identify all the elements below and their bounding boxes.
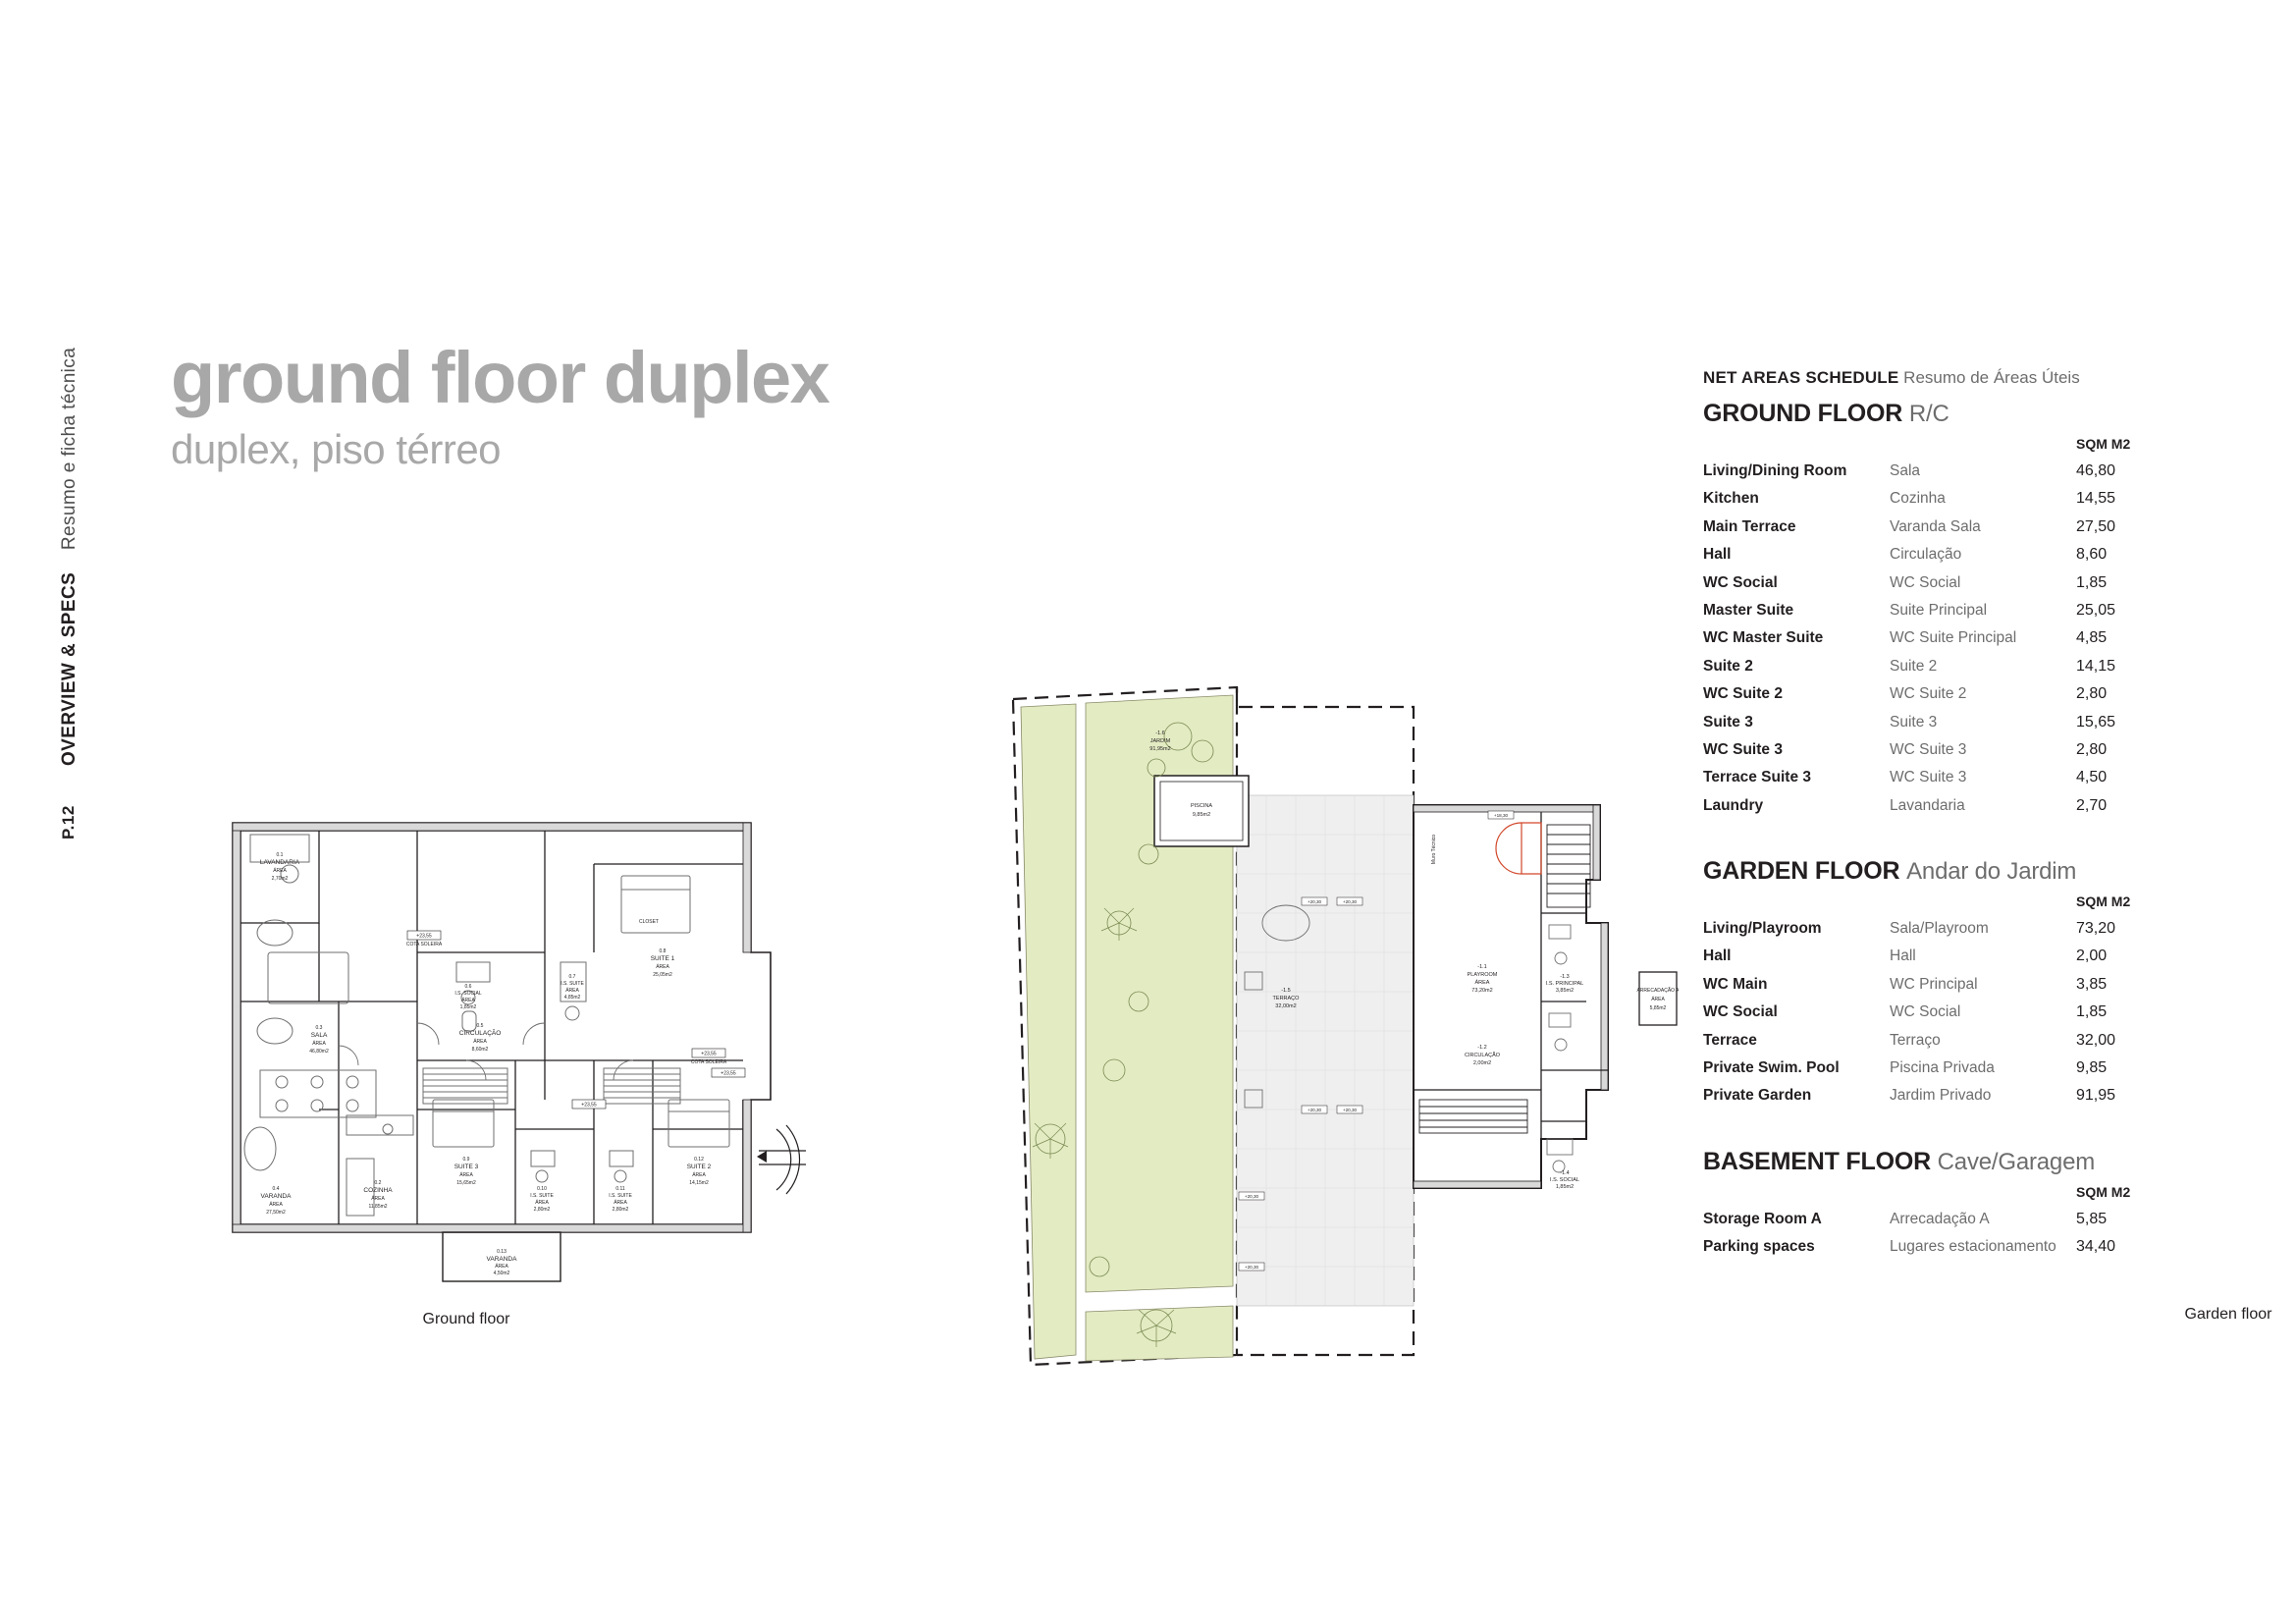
row-label-pt: WC Social bbox=[1890, 1003, 1961, 1021]
table-basement-floor bbox=[1703, 1180, 2155, 1262]
table-row bbox=[1703, 1233, 2155, 1261]
table-row bbox=[1703, 458, 2155, 485]
svg-text:0.3: 0.3 bbox=[315, 1025, 323, 1031]
svg-text:27,50m2: 27,50m2 bbox=[266, 1210, 286, 1216]
table-row bbox=[1703, 943, 2155, 970]
table-header-row bbox=[1703, 890, 2155, 915]
svg-text:+20,30: +20,30 bbox=[1307, 899, 1322, 904]
table-ground-floor bbox=[1703, 432, 2155, 820]
table-row bbox=[1703, 764, 2155, 791]
svg-text:11,85m2: 11,85m2 bbox=[368, 1204, 388, 1210]
row-area: 73,20 bbox=[2076, 920, 2116, 938]
svg-text:2,70m2: 2,70m2 bbox=[271, 876, 289, 882]
row-label-en: Kitchen bbox=[1703, 490, 1759, 508]
row-label-en: Terrace bbox=[1703, 1031, 1757, 1049]
svg-text:4,50m2: 4,50m2 bbox=[493, 1271, 510, 1276]
svg-text:3,85m2: 3,85m2 bbox=[1555, 988, 1575, 994]
row-label-en: Hall bbox=[1703, 546, 1732, 564]
ground-floor-caption: Ground floor bbox=[422, 1311, 510, 1327]
svg-text:0.10: 0.10 bbox=[537, 1186, 547, 1192]
row-label-pt: WC Suite 3 bbox=[1890, 769, 1967, 786]
table-header-row bbox=[1703, 1180, 2155, 1206]
section-title-ground-en: GROUND FLOOR bbox=[1703, 400, 1903, 427]
svg-text:-1.4: -1.4 bbox=[1560, 1170, 1570, 1176]
row-area: 15,65 bbox=[2076, 713, 2116, 731]
section-title-garden bbox=[1703, 857, 2194, 886]
svg-text:+20,30: +20,30 bbox=[1342, 899, 1358, 904]
svg-text:PISCINA: PISCINA bbox=[1190, 803, 1213, 809]
svg-text:+23,55: +23,55 bbox=[581, 1102, 597, 1109]
row-label-en: Private Garden bbox=[1703, 1087, 1812, 1105]
svg-text:32,00m2: 32,00m2 bbox=[1275, 1003, 1297, 1009]
table-row bbox=[1703, 1027, 2155, 1055]
table-header-row bbox=[1703, 432, 2155, 458]
side-rail-bold: OVERVIEW & SPECS bbox=[59, 571, 80, 766]
row-label-en: WC Social bbox=[1703, 573, 1778, 591]
svg-text:1,85m2: 1,85m2 bbox=[459, 1004, 477, 1010]
svg-text:ÁREA: ÁREA bbox=[273, 868, 287, 874]
svg-text:I.S. SOCIAL: I.S. SOCIAL bbox=[454, 991, 482, 997]
row-label-pt: WC Social bbox=[1890, 573, 1961, 591]
row-label-en: Living/Dining Room bbox=[1703, 462, 1847, 479]
row-label-pt: Varanda Sala bbox=[1890, 517, 1981, 535]
svg-text:Muro Técnico: Muro Técnico bbox=[1431, 834, 1437, 865]
svg-text:SUITE 2: SUITE 2 bbox=[686, 1164, 712, 1170]
svg-text:+23,55: +23,55 bbox=[416, 933, 432, 940]
row-label-pt: WC Suite 2 bbox=[1890, 685, 1967, 703]
section-title-garden-en: GARDEN FLOOR bbox=[1703, 857, 1900, 886]
row-area: 14,15 bbox=[2076, 657, 2116, 675]
svg-text:SALA: SALA bbox=[310, 1032, 328, 1039]
row-label-pt: Piscina Privada bbox=[1890, 1059, 1995, 1077]
row-area: 25,05 bbox=[2076, 601, 2116, 619]
row-label-pt: WC Suite Principal bbox=[1890, 629, 2017, 647]
svg-text:I.S. SUITE: I.S. SUITE bbox=[561, 981, 584, 987]
svg-text:25,05m2: 25,05m2 bbox=[653, 972, 672, 978]
row-label-pt: Jardim Privado bbox=[1890, 1087, 1992, 1105]
svg-text:0.2: 0.2 bbox=[374, 1180, 382, 1186]
row-label-pt: Circulação bbox=[1890, 546, 1962, 564]
svg-text:ÁREA: ÁREA bbox=[371, 1196, 385, 1202]
section-title-garden-pt: Andar do Jardim bbox=[1906, 858, 2077, 886]
schedule-header-bold: NET AREAS SCHEDULE bbox=[1703, 368, 1899, 387]
table-row bbox=[1703, 792, 2155, 820]
page-number: P.12 bbox=[59, 805, 78, 839]
svg-text:CIRCULAÇÃO: CIRCULAÇÃO bbox=[1464, 1053, 1501, 1058]
svg-text:LAVANDARIA: LAVANDARIA bbox=[259, 859, 300, 866]
svg-text:4,85m2: 4,85m2 bbox=[563, 995, 581, 1001]
row-area: 2,00 bbox=[2076, 947, 2108, 965]
svg-text:COTA SOLEIRA: COTA SOLEIRA bbox=[690, 1059, 727, 1065]
section-title-ground bbox=[1703, 400, 2194, 428]
row-area: 2,70 bbox=[2076, 796, 2108, 814]
row-label-en: WC Master Suite bbox=[1703, 629, 1824, 647]
svg-text:8,60m2: 8,60m2 bbox=[471, 1047, 489, 1053]
unit-header-basement: SQM M2 bbox=[2076, 1183, 2131, 1200]
svg-text:I.S. PRINCIPAL: I.S. PRINCIPAL bbox=[1545, 981, 1584, 987]
svg-text:ÁREA: ÁREA bbox=[495, 1264, 508, 1270]
table-row bbox=[1703, 514, 2155, 541]
row-area: 4,85 bbox=[2076, 629, 2108, 647]
svg-text:ÁREA: ÁREA bbox=[535, 1200, 549, 1206]
svg-text:9,85m2: 9,85m2 bbox=[1192, 812, 1211, 818]
row-area: 5,85 bbox=[2076, 1210, 2108, 1227]
row-area: 1,85 bbox=[2076, 1003, 2108, 1021]
table-garden-floor bbox=[1703, 890, 2155, 1110]
row-label-en: Private Swim. Pool bbox=[1703, 1059, 1840, 1077]
svg-text:+18,30: +18,30 bbox=[1493, 813, 1509, 818]
svg-text:COTA SOLEIRA: COTA SOLEIRA bbox=[405, 942, 443, 947]
svg-text:ÁREA: ÁREA bbox=[473, 1039, 487, 1045]
row-area: 8,60 bbox=[2076, 546, 2108, 564]
table-row bbox=[1703, 569, 2155, 597]
svg-text:0.11: 0.11 bbox=[615, 1186, 625, 1192]
row-label-pt: WC Suite 3 bbox=[1890, 740, 1967, 758]
row-label-pt: Hall bbox=[1890, 947, 1916, 965]
row-area: 2,80 bbox=[2076, 685, 2108, 703]
svg-text:ÁREA: ÁREA bbox=[269, 1202, 283, 1208]
svg-text:-1.1: -1.1 bbox=[1477, 964, 1487, 970]
table-row bbox=[1703, 597, 2155, 624]
row-label-en: Suite 2 bbox=[1703, 657, 1753, 675]
svg-text:ÁREA: ÁREA bbox=[565, 988, 579, 994]
svg-text:73,20m2: 73,20m2 bbox=[1471, 988, 1493, 994]
svg-text:-1.6: -1.6 bbox=[1155, 731, 1165, 736]
row-area: 91,95 bbox=[2076, 1087, 2116, 1105]
svg-text:ÁREA: ÁREA bbox=[656, 964, 669, 970]
svg-text:I.S. SOCIAL: I.S. SOCIAL bbox=[1550, 1177, 1579, 1183]
svg-text:+23,55: +23,55 bbox=[701, 1051, 717, 1057]
svg-text:2,00m2: 2,00m2 bbox=[1472, 1060, 1492, 1066]
row-label-en: WC Suite 2 bbox=[1703, 685, 1783, 703]
svg-text:+20,30: +20,30 bbox=[1342, 1108, 1358, 1112]
svg-text:1,85m2: 1,85m2 bbox=[1555, 1184, 1575, 1190]
svg-text:46,80m2: 46,80m2 bbox=[309, 1049, 329, 1055]
svg-text:ÁREA: ÁREA bbox=[312, 1041, 326, 1047]
svg-text:+23,55: +23,55 bbox=[721, 1070, 736, 1077]
svg-text:+20,30: +20,30 bbox=[1244, 1265, 1259, 1270]
svg-text:COZINHA: COZINHA bbox=[363, 1187, 393, 1194]
table-row bbox=[1703, 680, 2155, 708]
section-title-ground-pt: R/C bbox=[1908, 401, 1949, 427]
unit-header-ground: SQM M2 bbox=[2076, 436, 2131, 452]
row-area: 14,55 bbox=[2076, 490, 2116, 508]
svg-text:5,85m2: 5,85m2 bbox=[1649, 1005, 1667, 1011]
svg-text:SUITE 3: SUITE 3 bbox=[454, 1164, 479, 1170]
row-label-en: WC Suite 3 bbox=[1703, 740, 1783, 758]
svg-text:0.6: 0.6 bbox=[464, 984, 472, 990]
schedule-header bbox=[1703, 368, 2194, 388]
svg-text:0.8: 0.8 bbox=[659, 948, 667, 954]
row-label-pt: Sala bbox=[1890, 462, 1921, 479]
svg-text:91,95m2: 91,95m2 bbox=[1149, 746, 1171, 752]
svg-text:+20,30: +20,30 bbox=[1244, 1194, 1259, 1199]
svg-text:0.7: 0.7 bbox=[568, 974, 576, 980]
side-rail-light: Resumo e ficha técnica bbox=[59, 347, 80, 551]
row-label-en: WC Social bbox=[1703, 1003, 1778, 1021]
row-label-en: WC Main bbox=[1703, 975, 1768, 993]
svg-text:14,15m2: 14,15m2 bbox=[689, 1180, 709, 1186]
svg-text:ARRECADAÇÃO A: ARRECADAÇÃO A bbox=[1636, 988, 1679, 994]
section-title-basement-en: BASEMENT FLOOR bbox=[1703, 1147, 1931, 1175]
table-row bbox=[1703, 999, 2155, 1026]
table-row bbox=[1703, 624, 2155, 652]
page-subtitle: duplex, piso térreo bbox=[171, 426, 502, 472]
section-title-basement bbox=[1703, 1148, 2194, 1176]
row-area: 1,85 bbox=[2076, 573, 2108, 591]
svg-text:I.S. SUITE: I.S. SUITE bbox=[609, 1193, 632, 1199]
row-label-pt: WC Principal bbox=[1890, 975, 1978, 993]
row-label-pt: Lugares estacionamento bbox=[1890, 1238, 2056, 1256]
svg-text:-1.5: -1.5 bbox=[1281, 988, 1291, 994]
svg-text:0.5: 0.5 bbox=[476, 1023, 484, 1029]
row-area: 27,50 bbox=[2076, 517, 2116, 535]
row-label-en: Terrace Suite 3 bbox=[1703, 769, 1811, 786]
svg-text:ÁREA: ÁREA bbox=[1651, 997, 1665, 1002]
table-row bbox=[1703, 541, 2155, 568]
garden-floor-caption: Garden floor bbox=[2184, 1306, 2272, 1323]
row-label-pt: Suite 3 bbox=[1890, 713, 1938, 731]
row-area: 2,80 bbox=[2076, 740, 2108, 758]
table-row bbox=[1703, 709, 2155, 736]
section-title-basement-pt: Cave/Garagem bbox=[1937, 1148, 2096, 1175]
svg-text:2,80m2: 2,80m2 bbox=[612, 1207, 629, 1213]
row-label-pt: Cozinha bbox=[1890, 490, 1946, 508]
svg-text:JARDIM: JARDIM bbox=[1149, 738, 1171, 744]
row-label-en: Master Suite bbox=[1703, 601, 1794, 619]
row-area: 32,00 bbox=[2076, 1031, 2116, 1049]
table-row bbox=[1703, 736, 2155, 764]
svg-text:-1.3: -1.3 bbox=[1560, 974, 1570, 980]
row-area: 34,40 bbox=[2076, 1238, 2116, 1256]
table-row bbox=[1703, 1206, 2155, 1233]
row-area: 9,85 bbox=[2076, 1059, 2108, 1077]
side-rail bbox=[59, 348, 80, 766]
svg-text:SUITE 1: SUITE 1 bbox=[650, 955, 675, 962]
svg-text:ÁREA: ÁREA bbox=[461, 998, 475, 1003]
svg-text:+20,30: +20,30 bbox=[1307, 1108, 1322, 1112]
svg-text:ÁREA: ÁREA bbox=[1474, 980, 1490, 986]
row-label-en: Laundry bbox=[1703, 796, 1764, 814]
svg-text:0.13: 0.13 bbox=[497, 1249, 507, 1255]
page-title-block bbox=[171, 337, 829, 473]
table-row bbox=[1703, 1082, 2155, 1110]
svg-text:VARANDA: VARANDA bbox=[260, 1193, 292, 1200]
table-row bbox=[1703, 485, 2155, 513]
row-label-pt: Suite 2 bbox=[1890, 657, 1938, 675]
row-label-en: Hall bbox=[1703, 947, 1732, 965]
row-label-en: Living/Playroom bbox=[1703, 920, 1822, 938]
row-label-en: Parking spaces bbox=[1703, 1238, 1815, 1256]
svg-text:15,65m2: 15,65m2 bbox=[456, 1180, 476, 1186]
row-area: 3,85 bbox=[2076, 975, 2108, 993]
row-label-pt: Lavandaria bbox=[1890, 796, 1965, 814]
schedule-header-light: Resumo de Áreas Úteis bbox=[1903, 368, 2080, 387]
table-row bbox=[1703, 1055, 2155, 1082]
ground-floor-drawing bbox=[221, 805, 849, 1355]
row-label-en: Suite 3 bbox=[1703, 713, 1753, 731]
page-title: ground floor duplex bbox=[171, 337, 829, 418]
svg-text:0.4: 0.4 bbox=[272, 1186, 280, 1192]
svg-text:2,80m2: 2,80m2 bbox=[533, 1207, 551, 1213]
svg-text:0.9: 0.9 bbox=[462, 1157, 470, 1163]
row-label-pt: Suite Principal bbox=[1890, 601, 1988, 619]
svg-text:-1.2: -1.2 bbox=[1477, 1045, 1487, 1051]
row-label-pt: Arrecadação A bbox=[1890, 1210, 1990, 1227]
table-row bbox=[1703, 915, 2155, 943]
svg-text:CIRCULAÇÃO: CIRCULAÇÃO bbox=[458, 1030, 502, 1037]
row-label-en: Main Terrace bbox=[1703, 517, 1796, 535]
net-areas-schedule bbox=[1703, 368, 2194, 1262]
svg-text:VARANDA: VARANDA bbox=[486, 1256, 517, 1263]
svg-text:TERRAÇO: TERRAÇO bbox=[1272, 996, 1300, 1001]
svg-text:0.12: 0.12 bbox=[694, 1157, 704, 1163]
table-row bbox=[1703, 653, 2155, 680]
svg-text:CLOSET: CLOSET bbox=[638, 919, 660, 925]
ground-floor-plan bbox=[221, 805, 849, 1355]
row-area: 4,50 bbox=[2076, 769, 2108, 786]
row-area: 46,80 bbox=[2076, 462, 2116, 479]
svg-text:ÁREA: ÁREA bbox=[614, 1200, 627, 1206]
garden-floor-drawing bbox=[991, 677, 1679, 1384]
svg-text:ÁREA: ÁREA bbox=[692, 1172, 706, 1178]
unit-header-garden: SQM M2 bbox=[2076, 893, 2131, 910]
svg-text:PLAYROOM: PLAYROOM bbox=[1467, 972, 1498, 978]
row-label-pt: Terraço bbox=[1890, 1031, 1941, 1049]
row-label-en: Storage Room A bbox=[1703, 1210, 1822, 1227]
row-label-pt: Sala/Playroom bbox=[1890, 920, 1989, 938]
svg-text:0.1: 0.1 bbox=[276, 852, 284, 858]
svg-text:ÁREA: ÁREA bbox=[459, 1172, 473, 1178]
svg-text:I.S. SUITE: I.S. SUITE bbox=[530, 1193, 554, 1199]
table-row bbox=[1703, 971, 2155, 999]
